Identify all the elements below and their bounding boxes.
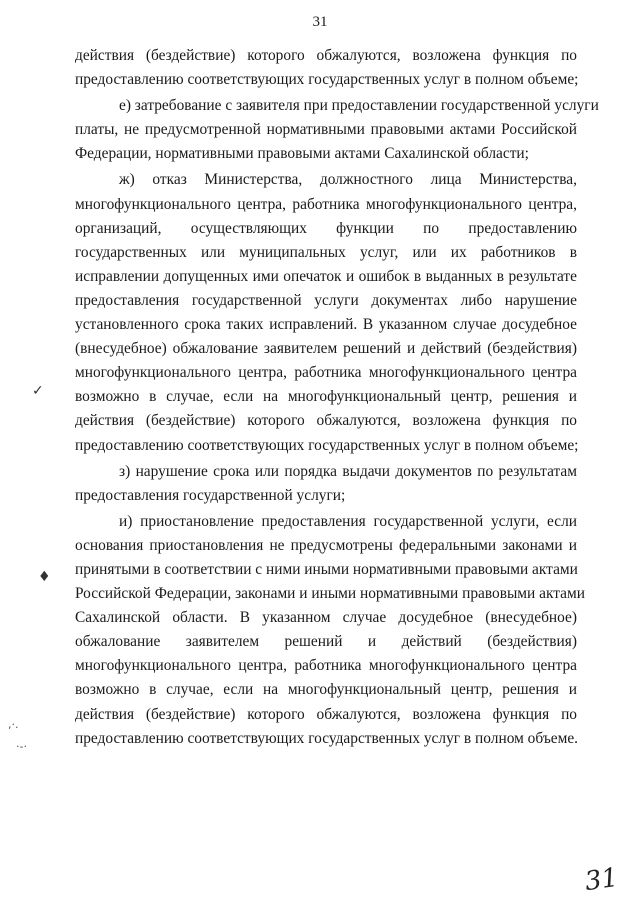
text-line: действия (бездействие) которого обжалуются, возложена функция по (75, 412, 577, 430)
text-line: е) затребование с заявителя при предоставлении государственной услуги (119, 97, 599, 115)
paragraph (75, 94, 599, 166)
margin-mark: ✓ (32, 383, 44, 399)
text-line: принятыми в соответствии с ними иными нормативными правовыми актами (75, 560, 578, 578)
margin-mark: ·-· (16, 740, 27, 753)
paragraph (75, 44, 577, 92)
text-line: Российской Федерации, законами и иными нормативными правовыми актами (75, 585, 585, 603)
handwritten-page-number: 31 (582, 862, 620, 898)
text-line: предоставления государственной услуги документах либо нарушение (75, 291, 577, 309)
text-line: предоставлению соответствующих государственных услуг в полном объеме. (75, 729, 579, 747)
text-line: платы, не предусмотренной нормативными правовыми актами Российской (75, 121, 577, 139)
text-line: многофункционального центра, работника многофункционального центра (75, 657, 577, 675)
page-number: 31 (312, 14, 328, 30)
document-body (75, 44, 599, 753)
text-line: организаций, осуществляющих функции по предоставлению (75, 219, 577, 237)
text-line: многофункционального центра, работника многофункционального центра (75, 364, 577, 382)
text-line: предоставлению соответствующих государственных услуг в полном объеме; (75, 436, 579, 454)
paragraph (75, 510, 585, 751)
text-line: многофункционального центра, работника многофункционального центра, (75, 195, 577, 213)
text-line: возможно в случае, если на многофункциональный центр, решения и (75, 388, 577, 406)
text-line: государственных или муниципальных услуг, или их работников в (75, 243, 577, 261)
text-line: предоставлению соответствующих государственных услуг в полном объеме; (75, 71, 579, 89)
margin-mark: ♦ (38, 569, 51, 585)
text-line: предоставления государственной услуги; (75, 486, 346, 504)
paragraph (75, 460, 577, 508)
margin-mark: ,·. (8, 718, 19, 731)
text-line: Федерации, нормативными правовыми актами Сахалинской области; (75, 145, 529, 163)
text-line: обжалование заявителем решений и действий (бездействия) (75, 633, 577, 651)
text-line: (внесудебное) обжалование заявителем решений и действий (бездействия) (75, 340, 577, 358)
text-line: основания приостановления не предусмотрены федеральными законами и (75, 536, 577, 554)
text-line: установленного срока таких исправлений. В указанном случае досудебное (75, 316, 577, 334)
paragraph (75, 168, 577, 457)
text-line: ж) отказ Министерства, должностного лица Министерства, (119, 171, 577, 189)
text-line: Сахалинской области. В указанном случае досудебное (внесудебное) (75, 609, 577, 627)
text-line: действия (бездействие) которого обжалуются, возложена функция по (75, 705, 577, 723)
text-line: и) приостановление предоставления государственной услуги, если (119, 512, 577, 530)
text-line: возможно в случае, если на многофункциональный центр, решения и (75, 681, 577, 699)
text-line: исправлении допущенных ими опечаток и ошибок в выданных в результате (75, 267, 577, 285)
text-line: з) нарушение срока или порядка выдачи документов по результатам (119, 462, 577, 480)
text-line: действия (бездействие) которого обжалуются, возложена функция по (75, 47, 577, 64)
